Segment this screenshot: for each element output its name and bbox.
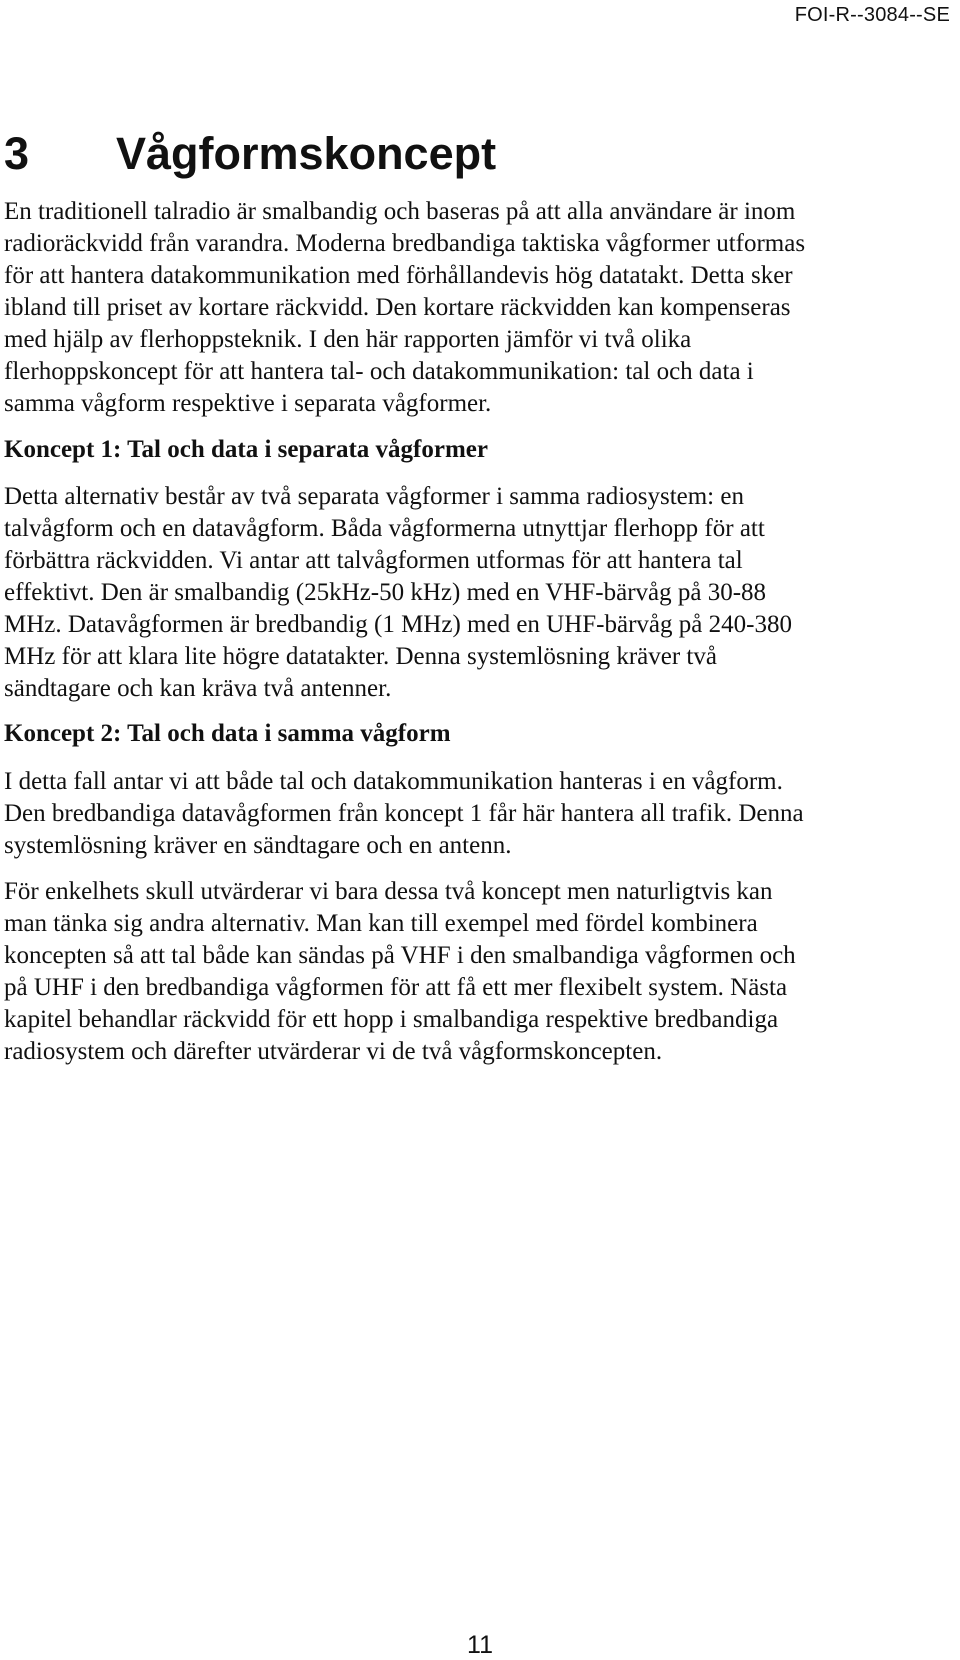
document-id: FOI-R--3084--SE — [794, 4, 950, 26]
concept1-heading: Koncept 1: Tal och data i separata vågformer — [4, 436, 488, 463]
closing-paragraph: För enkelhets skull utvärderar vi bara dessa två koncept men naturligtvis kan man tänka sig andra alternativ. Man kan till exempel med fördel kombinera koncepten så att tal både kan sändas på VHF i den smalbandiga vågformen och på UHF i den bredbandiga vågformen för att få ett mer flexibelt system. Nästa kapitel behandlar räckvidd för ett hopp i smalbandiga respektive bredbandiga radiosystem och därefter utvärderar vi de två vågformskoncepten. — [4, 878, 796, 1065]
chapter-title-text: Vågformskoncept — [116, 128, 497, 179]
concept2-heading: Koncept 2: Tal och data i samma vågform — [4, 720, 451, 747]
concept2-paragraph: I detta fall antar vi att både tal och datakommunikation hanteras i en vågform. Den bredbandiga datavågformen från koncept 1 får här hantera all trafik. Denna systemlösning kräver en sändtagare och en antenn. — [4, 768, 804, 859]
intro-paragraph: En traditionell talradio är smalbandig och baseras på att alla användare är inom radioräckvidd från varandra. Moderna bredbandiga taktiska vågformer utformas för att hantera datakommunikation med förhållandevis hög datatakt. Detta sker ibland till priset av kortare räckvidd. Den kortare räckvidden kan kompenseras med hjälp av flerhoppsteknik. I den här rapporten jämför vi två olika flerhoppskoncept för att hantera tal- och datakommunikation: tal och data i samma vågform respektive i separata vågformer. — [4, 198, 806, 417]
chapter-title — [4, 126, 496, 182]
chapter-number: 3 — [4, 128, 30, 179]
page-number: 11 — [467, 1631, 493, 1659]
concept1-paragraph: Detta alternativ består av två separata vågformer i samma radiosystem: en talvågform och en datavågform. Båda vågformerna utnyttjar flerhopp för att förbättra räckvidden. Vi antar att talvågformen utformas för att hantera tal effektivt. Den är smalbandig (25kHz-50 kHz) med en VHF-bärvåg på 30-88 MHz. Datavågformen är bredbandig (1 MHz) med en UHF-bärvåg på 240-380 MHz för att klara lite högre datatakter. Denna systemlösning kräver två sändtagare och kan kräva två antenner. — [4, 483, 792, 702]
